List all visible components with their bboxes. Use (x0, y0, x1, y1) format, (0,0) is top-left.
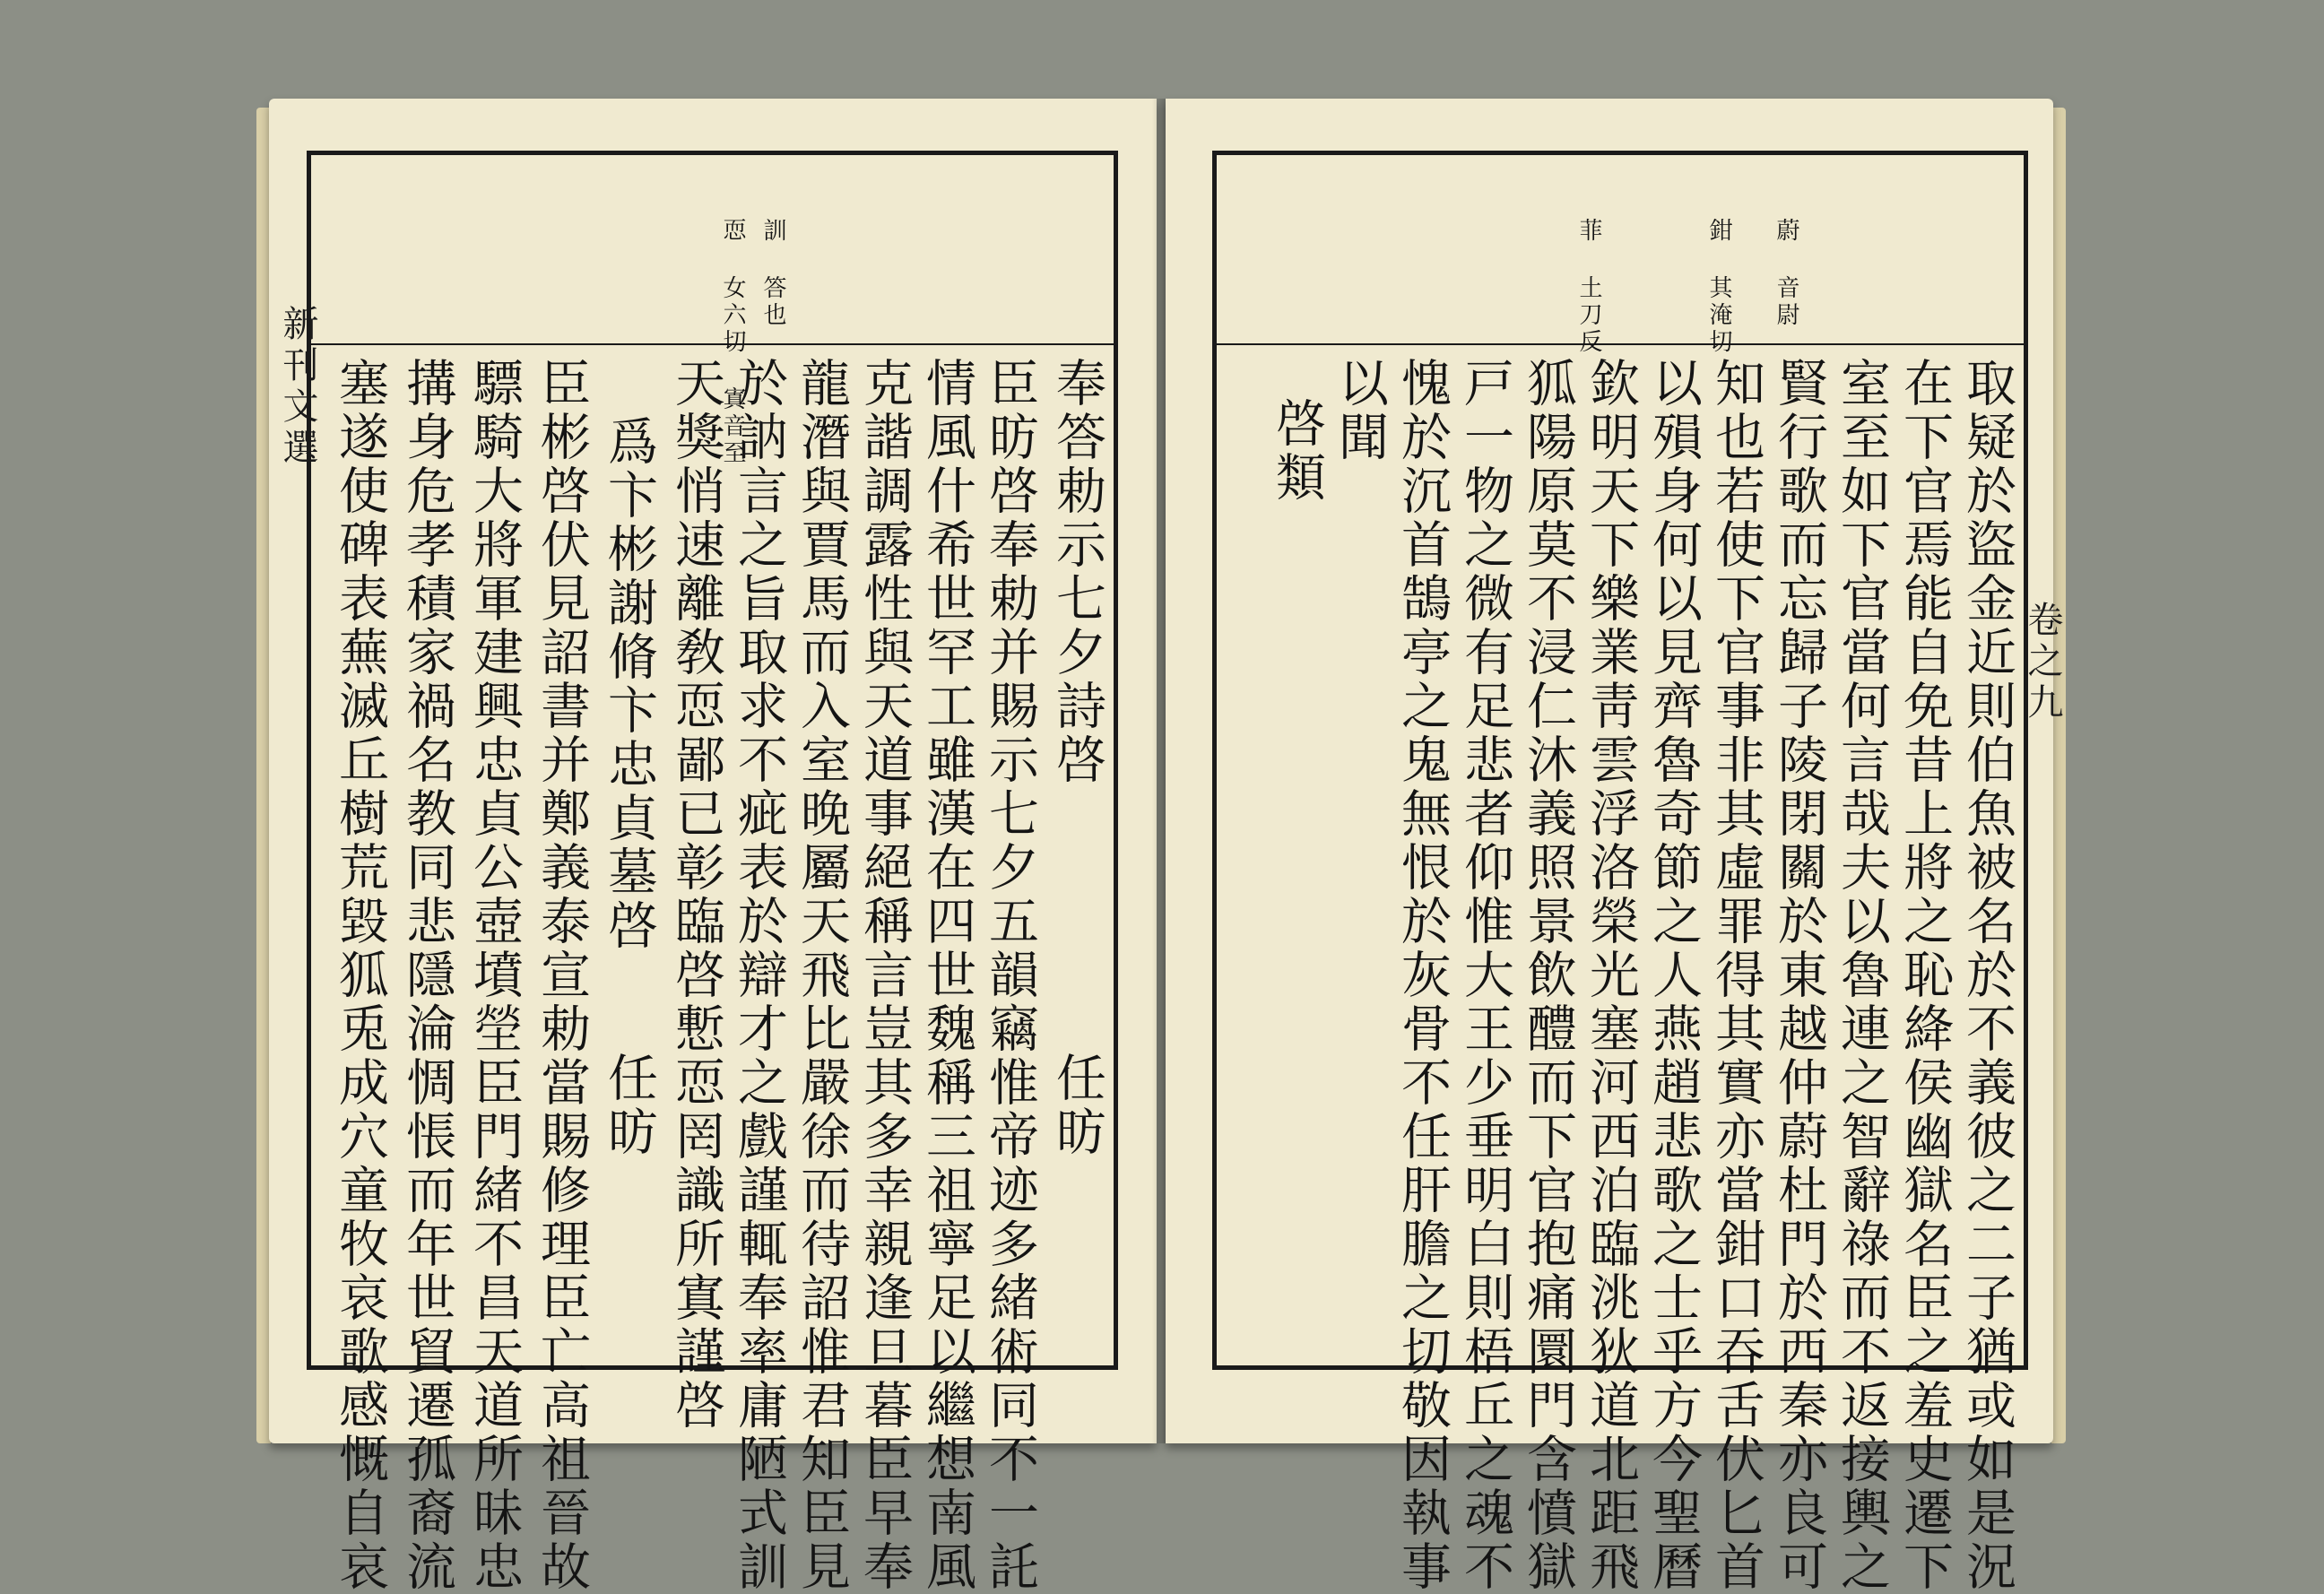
text-column: 於訥言之旨取求不疵表於辯才之戲謹輒奉率庸陋式訓 (730, 357, 788, 1594)
right-margin-title: 卷之九 (2022, 601, 2063, 724)
author-name: 任昉 (600, 1052, 658, 1159)
text-column: 搆身危孝積家禍名教同悲隱淪惆悵而年世貿遷孤裔流 (398, 357, 456, 1594)
text-column: 龍潛與賈馬而入室晚屬天飛比嚴徐而待詔惟君知臣見 (793, 357, 851, 1594)
text-column: 以殞身何以見齊魯奇節之人燕趙悲歌之士乎方今聖曆 (1644, 357, 1703, 1594)
right-text-frame (1212, 151, 2028, 1594)
text-column: 臣昉啓奉勅并賜示七夕五韻竊惟帝迹多緒術同不一託 (981, 357, 1039, 1594)
text-column: 愧於沉首鵠亭之鬼無恨於灰骨不任肝膽之切敬因執事 (1393, 357, 1452, 1594)
open-book (269, 99, 2063, 1594)
text-column: 賢行歌而忘歸子陵閉關於東越仲蔚杜門於西秦亦良可 (1770, 357, 1828, 1594)
page-edges-right (2051, 108, 2066, 1443)
text-column: 天獎悄速離敎恧鄙已彰臨啓慙恧罔識所寘謹啓 (667, 357, 725, 1433)
head-rule (311, 343, 1114, 345)
left-text-frame (307, 151, 1118, 1594)
text-column: 欽明天下樂業靑雲浮洛榮光塞河西泊臨洮狄道北距飛 (1582, 357, 1640, 1594)
text-column: 奉答勅示七夕詩啓 (1048, 357, 1106, 787)
text-column: 驃騎大將軍建興忠貞公壺墳塋臣門緒不昌天道所昧忠 (465, 357, 524, 1594)
text-column: 爲卞彬謝脩卞忠貞墓啓 (600, 415, 658, 953)
text-column: 臣彬啓伏見詔書并鄭義泰宣勅當賜修理臣亡高祖晉故 (533, 357, 591, 1594)
left-page (269, 99, 1157, 1594)
text-column: 塞遂使碑表蕪滅丘樹荒毀狐兎成穴童牧哀歌感慨自哀 (331, 357, 389, 1594)
annotation: 蔚 音尉 (1773, 218, 1799, 329)
text-column: 以聞 (1331, 357, 1389, 464)
text-column: 戸一物之微有足悲者仰惟大王少垂明白則梧丘之魂不 (1456, 357, 1514, 1594)
text-column: 狐陽原莫不浸仁沐義照景飲醴而下官抱痛圜門含憤獄 (1519, 357, 1577, 1594)
text-column: 在下官焉能自免昔上將之恥絳侯幽獄名臣之羞史遷下 (1895, 357, 1954, 1594)
text-column: 室至如下官當何言哉夫以魯連之智辭祿而不返接輿之 (1833, 357, 1891, 1594)
annotation: 菲 土刀反 (1575, 218, 1602, 356)
text-column: 取疑於盜金近則伯魚被名於不義彼之二子猶或如是況 (1958, 357, 2016, 1594)
left-margin-title: 新刊文選 (277, 305, 318, 470)
head-rule (1217, 343, 2024, 345)
right-page (1166, 99, 2063, 1594)
annotation: 恧 女六切 寘音至 (719, 218, 746, 467)
section-heading: 啓類 (1268, 397, 1326, 505)
annotation: 訓 答也 (759, 218, 786, 329)
annotation: 鉗 其淹切 (1705, 218, 1732, 356)
text-column: 情風什希世罕工雖漢在四世魏稱三祖寧足以繼想南風 (918, 357, 976, 1594)
text-column: 知也若使下官事非其虛罪得其實亦當鉗口吞舌伏匕首 (1707, 357, 1765, 1594)
text-column: 克諧調露性與天道事絕稱言豈其多幸親逢旦暮臣早奉 (855, 357, 914, 1594)
author-name: 任昉 (1048, 1052, 1106, 1159)
